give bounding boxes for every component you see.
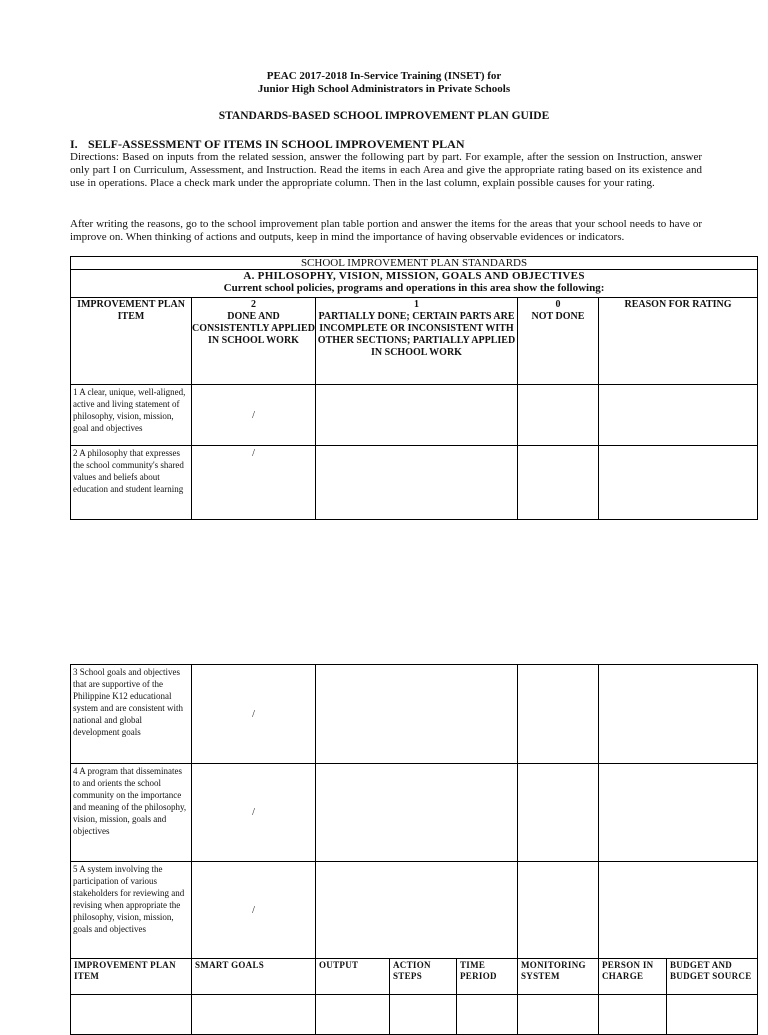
rating-cell-not-done[interactable] [518, 446, 599, 520]
document-header [0, 70, 768, 96]
row-item-text: 1 A clear, unique, well-aligned, active and living statement of philosophy, vision, mission, goal and objectives [71, 385, 192, 446]
section-title: SELF-ASSESSMENT OF ITEMS IN SCHOOL IMPROVEMENT PLAN [88, 137, 465, 151]
directions-paragraph: Directions: Based on inputs from the related session, answer the following part by part. For example, after the session on Instruction, answer only part I on Curriculum, Assessment, and Instruction. Read the items in each Area and give the appropriate rating based on its existence and use in operations. Place a check mark under the appropriate column. Then in the last column, explain possible causes for your rating. [70, 151, 702, 189]
plan-header-person-in-charge: PERSON IN CHARGE [599, 959, 667, 995]
plan-cell-output[interactable] [316, 995, 390, 1035]
column-done-rating: 2 [251, 299, 256, 310]
rating-cell-not-done[interactable] [518, 764, 599, 862]
rating-cell-not-done[interactable] [518, 862, 599, 959]
plan-cell-monitoring-system[interactable] [518, 995, 599, 1035]
rating-cell-partial[interactable] [316, 446, 518, 520]
plan-header-output: OUTPUT [316, 959, 390, 995]
row-item-text: 3 School goals and objectives that are supportive of the Philippine K12 educational system and are consistent with national and global development goals [71, 665, 192, 764]
column-not-done-label: NOT DONE [531, 311, 585, 322]
plan-cell-smart-goals[interactable] [192, 995, 316, 1035]
standards-table-continued [70, 664, 758, 959]
plan-cell-action-steps[interactable] [390, 995, 457, 1035]
column-not-done-rating: 0 [555, 299, 561, 310]
plan-header-monitoring-system: MONITORING SYSTEM [518, 959, 599, 995]
rating-cell-partial[interactable] [316, 764, 518, 862]
guide-title: STANDARDS-BASED SCHOOL IMPROVEMENT PLAN GUIDE [218, 110, 550, 122]
check-mark: / [192, 446, 316, 520]
section-heading [70, 137, 465, 152]
column-done-label: DONE AND CONSISTENTLY APPLIED IN SCHOOL WORK [192, 311, 315, 346]
area-title: A. PHILOSOPHY, VISION, MISSION, GOALS AND OBJECTIVES [243, 270, 585, 282]
table-row [71, 862, 758, 959]
plan-cell-person-in-charge[interactable] [599, 995, 667, 1035]
plan-cell-item[interactable] [71, 995, 192, 1035]
table-row [71, 385, 758, 446]
column-header-item: IMPROVEMENT PLAN ITEM [71, 298, 192, 385]
column-header-reason: REASON FOR RATING [599, 298, 758, 385]
reason-cell[interactable] [599, 385, 758, 446]
reason-cell[interactable] [599, 665, 758, 764]
plan-header-item: IMPROVEMENT PLAN ITEM [71, 959, 192, 995]
row-item-text: 4 A program that disseminates to and orients the school community on the importance and meaning of the philosophy, vision, mission, goals and objectives [71, 764, 192, 862]
plan-header-budget: BUDGET AND BUDGET SOURCE [667, 959, 758, 995]
reason-cell[interactable] [599, 446, 758, 520]
rating-cell-partial[interactable] [316, 385, 518, 446]
plan-header-action-steps: ACTION STEPS [390, 959, 457, 995]
table-row [71, 446, 758, 520]
reason-cell[interactable] [599, 862, 758, 959]
row-item-text: 2 A philosophy that expresses the school community's shared values and beliefs about education and student learning [71, 446, 192, 520]
plan-cell-time-period[interactable] [457, 995, 518, 1035]
reason-cell[interactable] [599, 764, 758, 862]
area-subtitle: Current school policies, programs and operations in this area show the following: [223, 282, 605, 294]
rating-cell-not-done[interactable] [518, 665, 599, 764]
column-header-done [192, 298, 316, 385]
header-line-1: PEAC 2017-2018 In-Service Training (INSET) for [266, 70, 502, 82]
check-mark: / [192, 665, 316, 764]
column-partial-label: PARTIALLY DONE; CERTAIN PARTS ARE INCOMPLETE OR INCONSISTENT WITH OTHER SECTIONS; PARTIALLY APPLIED IN SCHOOL WORK [317, 311, 516, 358]
plan-cell-budget[interactable] [667, 995, 758, 1035]
rating-cell-partial[interactable] [316, 665, 518, 764]
table-row [71, 764, 758, 862]
plan-header-time-period: TIME PERIOD [457, 959, 518, 995]
check-mark: / [192, 764, 316, 862]
section-number: I. [70, 137, 78, 151]
column-header-partial [316, 298, 518, 385]
row-item-text: 5 A system involving the participation of various stakeholders for reviewing and revising when appropriate the philosophy, vision, mission, goals and objectives [71, 862, 192, 959]
column-header-not-done [518, 298, 599, 385]
standards-table-title: SCHOOL IMPROVEMENT PLAN STANDARDS [71, 257, 758, 270]
rating-cell-partial[interactable] [316, 862, 518, 959]
rating-cell-not-done[interactable] [518, 385, 599, 446]
standards-table [70, 256, 758, 520]
table-row [71, 665, 758, 764]
plan-header-smart-goals: SMART GOALS [192, 959, 316, 995]
check-mark: / [192, 385, 316, 446]
area-header [71, 270, 758, 298]
after-writing-paragraph: After writing the reasons, go to the school improvement plan table portion and answer the items for the areas that your school needs to have or improve on. When thinking of actions and outputs, keep in mind the importance of having observable evidences or indicators. [70, 218, 702, 243]
header-line-2: Junior High School Administrators in Private Schools [257, 83, 511, 95]
table-row [71, 995, 758, 1035]
column-partial-rating: 1 [414, 299, 419, 310]
improvement-plan-table [70, 958, 758, 1035]
check-mark: / [192, 862, 316, 959]
